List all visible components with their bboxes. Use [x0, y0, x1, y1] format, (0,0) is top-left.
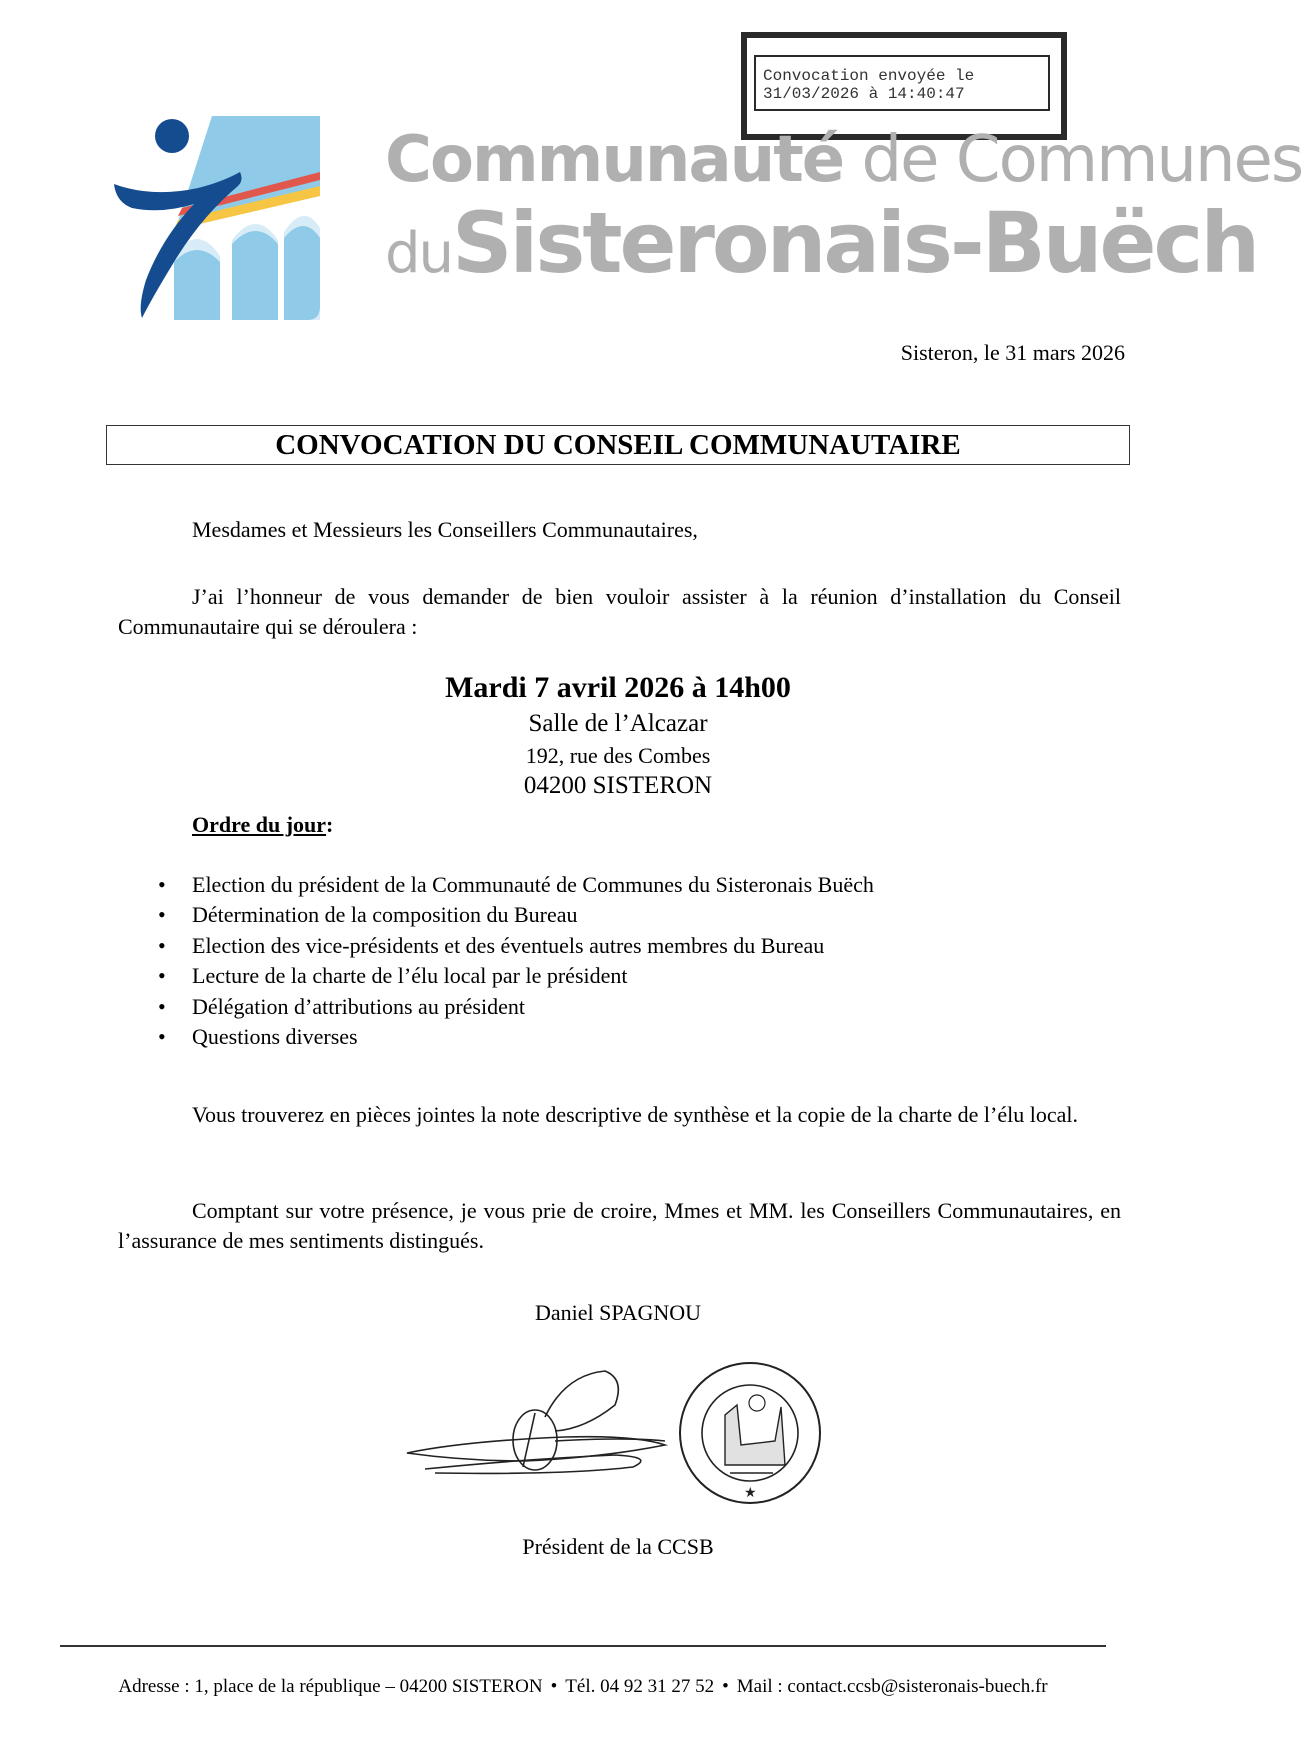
agenda-item-text: Questions diverses	[192, 1024, 358, 1050]
agenda-item	[152, 900, 874, 930]
logo-arch-3	[284, 226, 320, 320]
agenda-item	[152, 870, 874, 900]
agenda-item-text: Délégation d’attributions au président	[192, 993, 525, 1019]
signer-name: Daniel SPAGNOU	[534, 1300, 702, 1325]
logo-word-du: du	[385, 221, 453, 286]
logo-word-communaute: Communauté	[385, 123, 844, 197]
logo-figure-head	[155, 119, 189, 153]
intro-paragraph: J’ai l’honneur de vous demander de bien vouloir assister à la réunion d’installation du Conseil Communautaire qui se déroulera :	[118, 584, 1121, 639]
agenda-heading-colon: :	[326, 812, 334, 837]
footer-contact	[60, 1676, 1106, 1698]
document-title: CONVOCATION DU CONSEIL COMMUNAUTAIRE	[106, 425, 1130, 465]
agenda-item	[152, 931, 874, 961]
attachments-paragraph: Vous trouverez en pièces jointes la note descriptive de synthèse et la copie de la charte de l’élu local.	[192, 1102, 1078, 1127]
bullet-icon: •	[158, 993, 166, 1019]
bullet-icon: •	[158, 963, 166, 989]
ccsb-logo-wordmark	[385, 123, 1302, 292]
bullet-icon: •	[158, 1024, 166, 1050]
seal-star: ★	[744, 1486, 757, 1501]
footer-mail[interactable]: Mail : contact.ccsb@sisteronais-buech.fr	[736, 1676, 1048, 1697]
logo-word-de-communes: de Communes	[843, 123, 1302, 197]
bullet-icon: •	[158, 932, 166, 958]
agenda-item	[152, 1022, 874, 1052]
agenda-heading	[192, 812, 333, 838]
agenda-item-text: Election du président de la Communauté de Communes du Sisteronais Buëch	[192, 872, 874, 897]
meeting-date: Mardi 7 avril 2026 à 14h00	[445, 671, 791, 704]
agenda-list	[152, 870, 874, 1052]
bullet-icon: •	[158, 902, 166, 928]
signature-and-seal-icon	[405, 1345, 830, 1505]
logo-word-sisteronais-buech: Sisteronais-Buëch	[452, 194, 1258, 292]
meeting-street: 192, rue des Combes	[525, 743, 711, 768]
sent-stamp-line2: 31/03/2026 à 14:40:47	[763, 85, 965, 103]
bullet-icon: •	[158, 872, 166, 897]
sent-stamp-inner	[754, 55, 1050, 111]
closing-paragraph: Comptant sur votre présence, je vous prie de croire, Mmes et MM. les Conseillers Communautaires, en l’assurance de mes sentiments distingués.	[118, 1198, 1121, 1253]
agenda-item-text: Détermination de la composition du Bureau	[192, 902, 578, 928]
agenda-heading-text: Ordre du jour	[192, 812, 327, 837]
handwritten-signature	[407, 1371, 665, 1473]
agenda-item	[152, 961, 874, 991]
logo-arch-1	[174, 250, 220, 320]
logo-arch-2	[232, 231, 278, 320]
agenda-item-text: Election des vice-présidents et des éventuels autres membres du Bureau	[192, 932, 825, 958]
place-date: Sisteron, le 31 mars 2026	[900, 340, 1125, 365]
footer-separator-icon: •	[722, 1676, 729, 1697]
agenda-item-text: Lecture de la charte de l’élu local par le président	[192, 963, 628, 989]
sent-stamp-line1: Convocation envoyée le	[763, 67, 975, 85]
meeting-venue: Salle de l’Alcazar	[528, 710, 708, 737]
footer-separator-icon: •	[550, 1676, 558, 1697]
logo-line2	[385, 194, 1258, 310]
footer-phone: Tél. 04 92 31 27 52	[565, 1676, 715, 1697]
official-seal	[680, 1363, 820, 1503]
signer-title: Président de la CCSB	[522, 1534, 714, 1559]
logo-line1	[385, 123, 1302, 197]
footer-divider	[60, 1645, 1106, 1647]
salutation: Mesdames et Messieurs les Conseillers Communautaires,	[192, 517, 698, 542]
meeting-city: 04200 SISTERON	[523, 772, 713, 799]
agenda-item	[152, 992, 874, 1022]
ccsb-logo-icon	[112, 110, 332, 320]
footer-address: Adresse : 1, place de la république – 04200 SISTERON	[118, 1676, 543, 1697]
